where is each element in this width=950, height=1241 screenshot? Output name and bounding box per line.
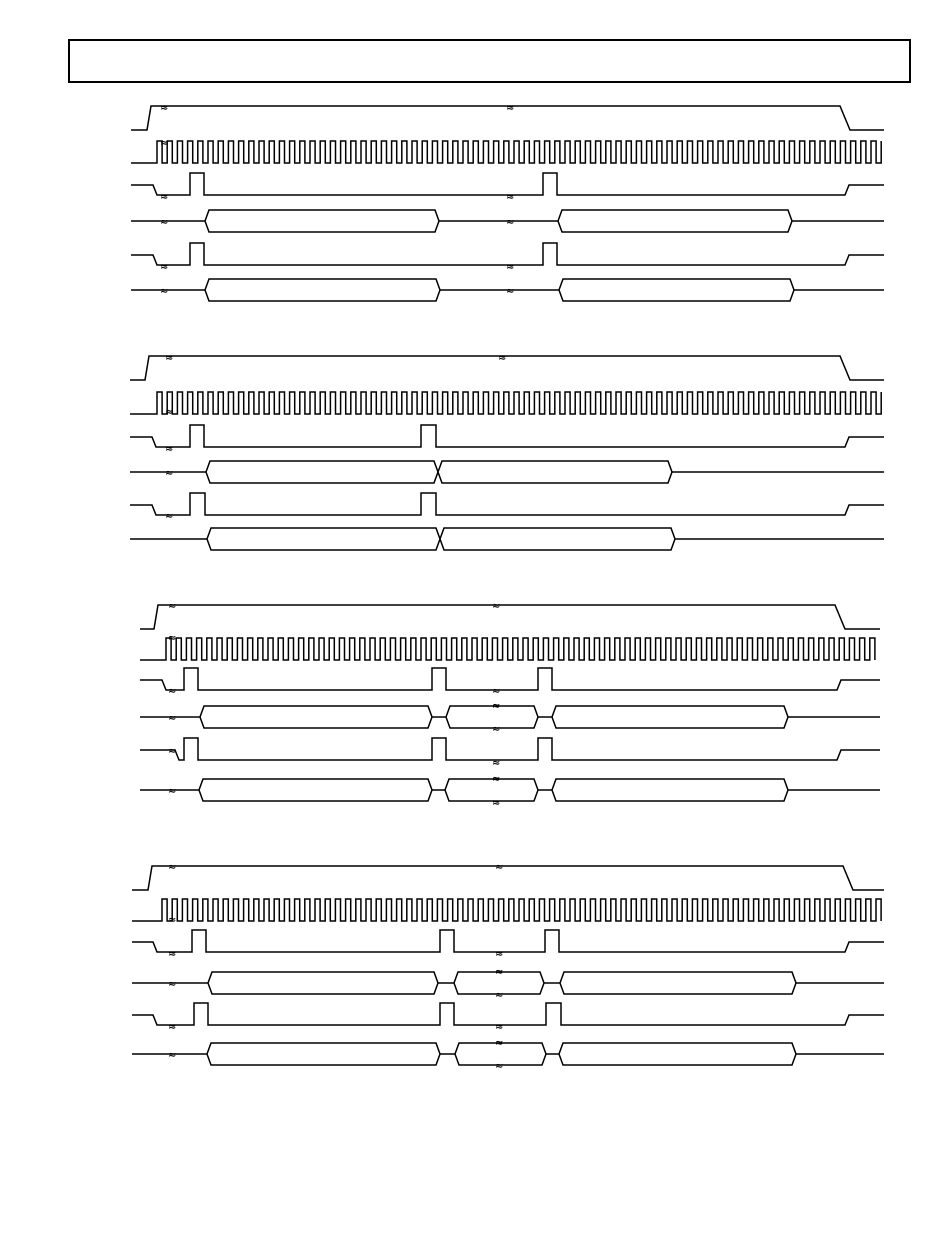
panel3-frame-signal — [140, 605, 880, 629]
panel3-break-9: ≈ — [168, 746, 177, 757]
panel3-bus-b — [140, 779, 880, 801]
panel4-break-12: ≈ — [495, 1038, 504, 1049]
panel2-strobe-a — [130, 425, 884, 447]
panel4-bus-b — [132, 1043, 884, 1065]
panel2-break-1: ≈ — [165, 353, 174, 364]
panel1-break-3: ≈ — [160, 138, 169, 149]
panel3-break-12: ≈ — [492, 774, 501, 785]
panel3-break-5: ≈ — [492, 686, 501, 697]
panel1-break-6: ≈ — [160, 217, 169, 228]
panel4-break-4: ≈ — [168, 949, 177, 960]
panel1-break-2: ≈ — [506, 103, 515, 114]
panel4-frame-signal — [132, 866, 884, 890]
panel3-break-1: ≈ — [168, 601, 177, 612]
panel3-break-3: ≈ — [168, 633, 177, 644]
panel3-break-10: ≈ — [492, 758, 501, 769]
panel2-strobe-b — [130, 493, 884, 515]
panel4-break-1: ≈ — [168, 862, 177, 873]
panel4-strobe-b — [132, 1003, 884, 1025]
panel4-break-10: ≈ — [495, 1022, 504, 1033]
panel1-clock-signal — [131, 141, 881, 163]
panel2-break-4: ≈ — [165, 444, 174, 455]
panel4-break-11: ≈ — [168, 1050, 177, 1061]
panel2-bus-b — [130, 528, 884, 550]
panel1-break-10: ≈ — [160, 286, 169, 297]
panel4-bus-a — [132, 972, 884, 994]
panel2-break-3: ≈ — [165, 407, 174, 418]
panel3-strobe-b — [140, 738, 880, 760]
panel3-break-2: ≈ — [492, 601, 501, 612]
panel3-break-11: ≈ — [168, 786, 177, 797]
panel1-break-7: ≈ — [506, 217, 515, 228]
panel4-break-5: ≈ — [495, 949, 504, 960]
panel3-strobe-a — [140, 668, 880, 690]
panel3-break-6: ≈ — [168, 713, 177, 724]
panel2-bus-a — [130, 461, 884, 483]
panel4-break-13: ≈ — [495, 1061, 504, 1072]
panel4-break-8: ≈ — [495, 990, 504, 1001]
panel1-break-5: ≈ — [506, 192, 515, 203]
panel2-clock-signal — [130, 392, 881, 414]
panel1-break-9: ≈ — [506, 262, 515, 273]
panel3-break-7: ≈ — [492, 701, 501, 712]
panel4-clock-signal — [132, 899, 881, 921]
panel4-strobe-a — [132, 930, 884, 952]
panel3-clock-signal — [140, 638, 875, 660]
panel1-break-1: ≈ — [160, 103, 169, 114]
panel1-break-8: ≈ — [160, 262, 169, 273]
panel1-break-11: ≈ — [506, 286, 515, 297]
panel2-break-5: ≈ — [165, 468, 174, 479]
panel3-break-13: ≈ — [492, 798, 501, 809]
panel2-break-2: ≈ — [498, 353, 507, 364]
panel4-break-6: ≈ — [168, 979, 177, 990]
panel3-break-8: ≈ — [492, 724, 501, 735]
panel4-break-2: ≈ — [495, 862, 504, 873]
panel1-break-4: ≈ — [160, 192, 169, 203]
panel2-frame-signal — [130, 356, 884, 380]
panel3-break-4: ≈ — [168, 686, 177, 697]
panel4-break-7: ≈ — [495, 967, 504, 978]
panel4-break-9: ≈ — [168, 1022, 177, 1033]
panel2-break-6: ≈ — [165, 511, 174, 522]
panel3-bus-a — [140, 706, 880, 728]
panel4-break-3: ≈ — [168, 915, 177, 926]
